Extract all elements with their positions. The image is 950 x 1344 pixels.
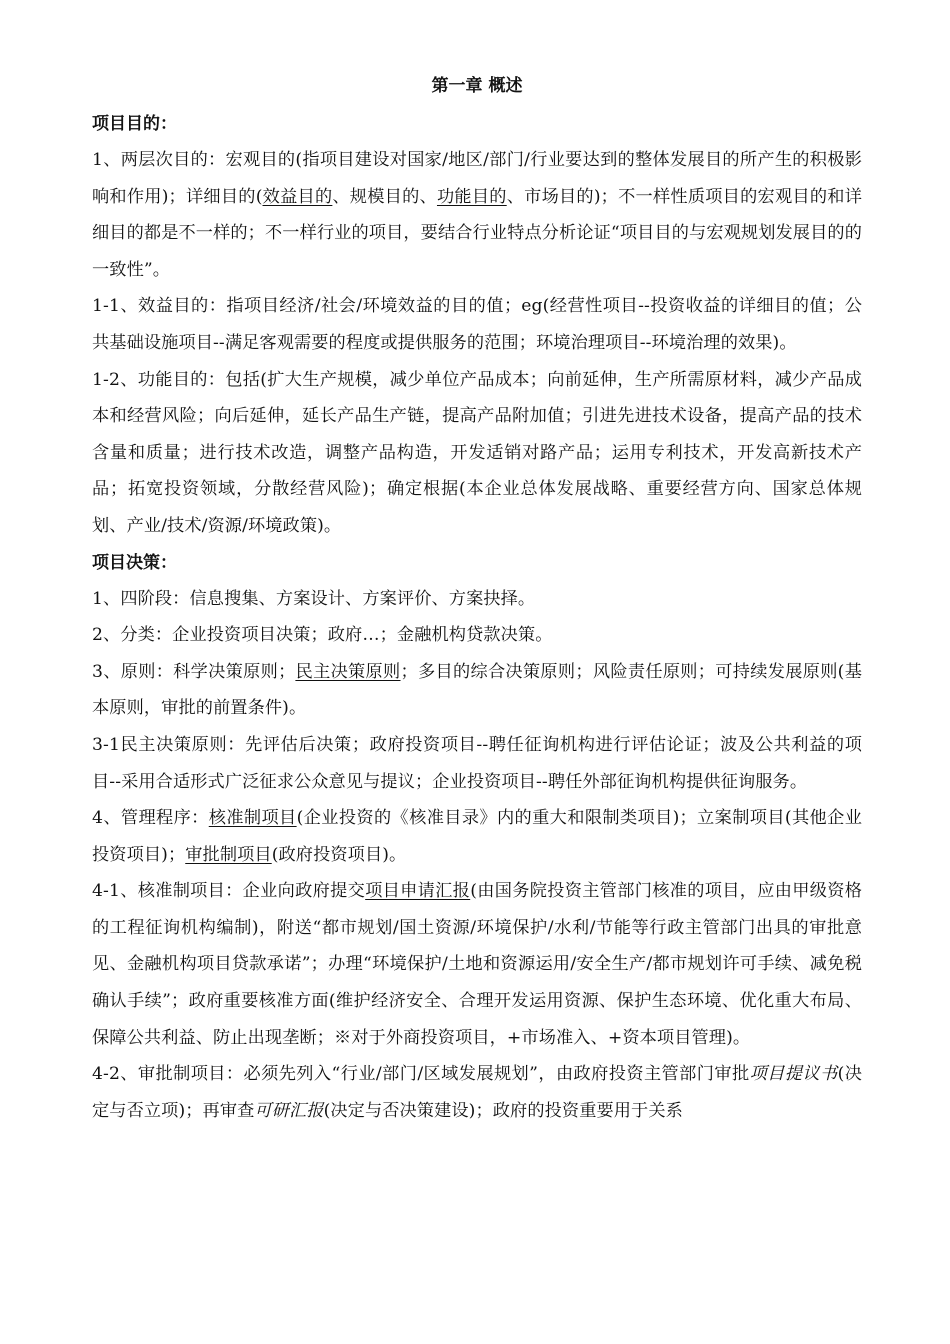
italic-term-feasibility-report: 可研汇报 [254,1100,324,1121]
underlined-term-approval-project: 核准制项目 [208,808,297,829]
text-run: 4-2、审批制项目：必须先列入“行业/部门/区域发展规划”，由政府投资主管部门审批 [92,1064,750,1085]
paragraph-review-project [92,1056,862,1129]
paragraph-function-goal: 1-2、功能目的：包括(扩大生产规模，减少单位产品成本；向前延伸，生产所需原材料，减少产品成本和经营风险；向后延伸，延长产品生产链，提高产品附加值；引进先进技术设备，提高产品的技术含量和质量；进行技术改造，调整产品构造，开发适销对路产品；运用专利技术，开发高新技术产品；拓宽投资领域，分散经营风险)；确定根据(本企业总体发展战略、重要经营方向、国家总体规划、产业/技术/资源/环境政策)。 [92,369,862,536]
text-run: (决定与否立项)；再审查 [92,1064,863,1121]
paragraph-classification: 2、分类：企业投资项目决策；政府…；金融机构贷款决策。 [92,625,553,646]
paragraph-four-stages: 1、四阶段：信息搜集、方案设计、方案评价、方案抉择。 [92,588,536,609]
text-run: (企业投资的《核准目录》内的重大和限制类项目)；立案制项目(其他企业投资项目)； [92,808,862,865]
text-run: 4、管理程序： [92,808,209,829]
paragraph-management-procedure [92,800,862,873]
underlined-term-democratic-principle: 民主决策原则 [295,661,401,682]
document-page [92,68,862,1129]
section-heading-decision: 项目决策： [92,552,177,573]
underlined-term-benefit-goal: 效益目的 [262,186,333,207]
underlined-term-review-project: 审批制项目 [185,844,272,865]
paragraph-two-level-goals [92,142,862,288]
section-heading-goals: 项目目的： [92,114,177,134]
chapter-title: 第一章 概述 [431,76,523,96]
text-run: 1、两层次目的：宏观目的(指项目建设对国家/地区/部门/行业要达到的整体发展目的所产生的积极影响和作用)；详细目的( [92,150,862,207]
italic-term-project-proposal: 项目提议书 [749,1064,838,1085]
underlined-term-function-goal: 功能目的 [436,186,507,207]
text-run: (由国务院投资主管部门核准的项目，应由甲级资格的工程征询机构编制)，附送“都市规划/国土资源/环境保护/水利/节能等行政主管部门出具的审批意见、金融机构项目贷款承诺”；办理“环境保护/土地和资源运用/安全生产/都市规划许可手续、减免税确认手续”；政府重要核准方面(维护经济安全、合理开发运用资源、保护生态环境、优化重大布局、保障公共利益、防止出现垄断；※对于外商投资项目，+市场准入、+资本项目管理)。 [92,881,862,1048]
text-run: (决定与否决策建设)；政府的投资重要用于关系 [323,1100,683,1121]
underlined-term-project-application-report: 项目申请汇报 [365,881,471,902]
paragraph-principles [92,654,862,727]
text-run: 3、原则：科学决策原则； [92,661,296,682]
text-run: 4-1、核准制项目：企业向政府提交 [92,881,366,902]
text-run: ；多目的综合决策原则；风险责任原则；可持续发展原则(基本原则，审批的前置条件)。 [92,661,862,719]
paragraph-democratic-principle: 3-1民主决策原则：先评估后决策；政府投资项目--聘任征询机构进行评估论证；波及公共利益的项目--采用合适形式广泛征求公众意见与提议；企业投资项目--聘任外部征询机构提供征询服务。 [92,734,862,792]
text-run: (政府投资项目)。 [271,844,407,865]
text-run: 、规模目的、 [332,186,437,207]
paragraph-benefit-goal: 1-1、效益目的：指项目经济/社会/环境效益的目的值；eg(经营性项目--投资收益的详细目的值；公共基础设施项目--满足客观需要的程度或提供服务的范围；环境治理项目--环境治理的效果)。 [92,296,862,353]
text-run: 、市场目的)；不一样性质项目的宏观目的和详细目的都是不一样的；不一样行业的项目，要结合行业特点分析论证“项目目的与宏观规划发展目的的一致性”。 [92,186,862,280]
paragraph-approval-project [92,873,862,1056]
